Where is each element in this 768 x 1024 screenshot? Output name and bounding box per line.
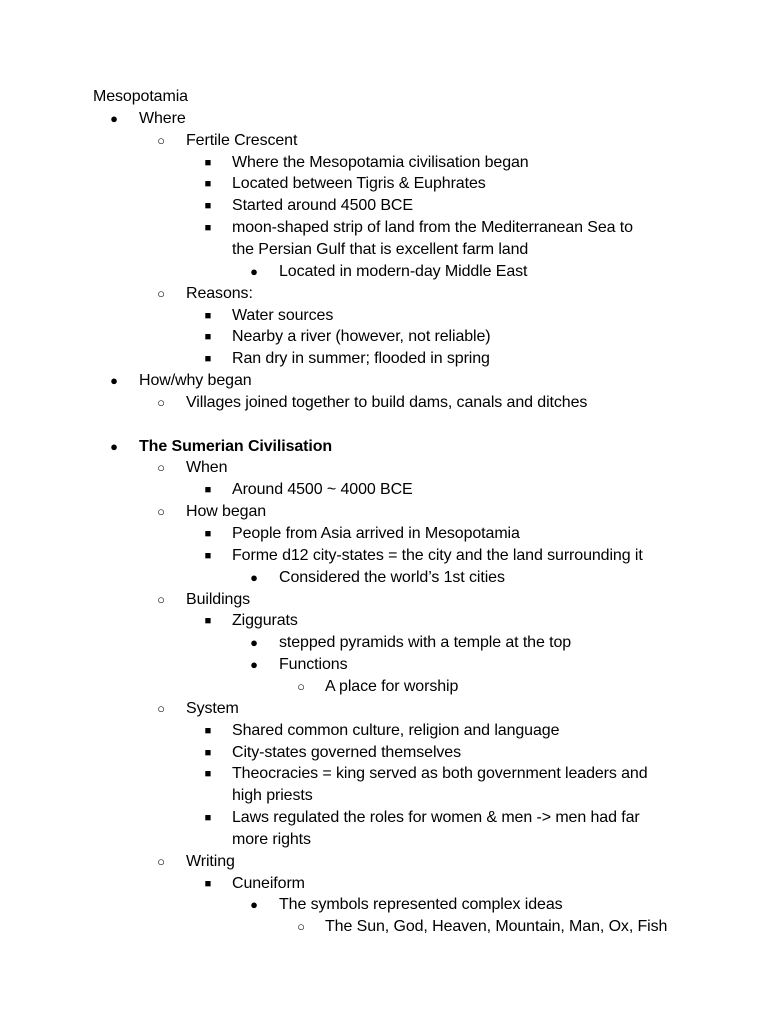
bullet-square-icon: ■	[204, 878, 212, 890]
outline-item-text: When	[186, 459, 228, 476]
bullet-circle-icon: ○	[157, 504, 165, 519]
bullet-square-icon: ■	[204, 615, 212, 627]
bullet-square-icon: ■	[204, 550, 212, 562]
bullet-circle-icon: ○	[157, 592, 165, 607]
outline-item-text: Where	[139, 110, 186, 127]
outline-item-text: Laws regulated the roles for women & men -> men had far	[232, 809, 640, 826]
bullet-disc-icon: ●	[250, 570, 258, 585]
outline-item-text: Ran dry in summer; flooded in spring	[232, 350, 490, 367]
outline-item-text: Around 4500 ~ 4000 BCE	[232, 481, 413, 498]
outline-item-text: The symbols represented complex ideas	[279, 896, 563, 913]
bullet-square-icon: ■	[204, 222, 212, 234]
outline-item-text: high priests	[232, 787, 313, 804]
outline-item-text: Nearby a river (however, not reliable)	[232, 328, 491, 345]
outline-item-text: more rights	[232, 831, 311, 848]
bullet-circle-icon: ○	[157, 701, 165, 716]
bullet-square-icon: ■	[204, 178, 212, 190]
outline-item-text: City-states governed themselves	[232, 744, 462, 761]
outline-item-text: How/why began	[139, 372, 252, 389]
outline-item-text: How began	[186, 503, 267, 520]
bullet-square-icon: ■	[204, 353, 212, 365]
bullet-circle-icon: ○	[297, 679, 305, 694]
outline-item-text: A place for worship	[325, 678, 459, 695]
outline-item-text: Considered the world’s 1st cities	[279, 569, 505, 586]
bullet-square-icon: ■	[204, 310, 212, 322]
bullet-circle-icon: ○	[157, 460, 165, 475]
bullet-square-icon: ■	[204, 725, 212, 737]
bullet-circle-icon: ○	[157, 133, 165, 148]
bullet-circle-icon: ○	[157, 286, 165, 301]
bullet-disc-icon: ●	[250, 264, 258, 279]
outline-item-text: Where the Mesopotamia civilisation began	[232, 154, 529, 171]
outline-item-text: System	[186, 700, 239, 717]
outline-item-text: Ziggurats	[232, 612, 298, 629]
outline-item-text: People from Asia arrived in Mesopotamia	[232, 525, 520, 542]
outline-item-text: Villages joined together to build dams, canals and ditches	[186, 394, 588, 411]
outline-item-text: Shared common culture, religion and language	[232, 722, 560, 739]
bullet-square-icon: ■	[204, 747, 212, 759]
bullet-square-icon: ■	[204, 200, 212, 212]
bullet-square-icon: ■	[204, 812, 212, 824]
outline-item-text: Located in modern-day Middle East	[279, 263, 528, 280]
outline-item-text: Writing	[186, 853, 235, 870]
bullet-square-icon: ■	[204, 331, 212, 343]
bullet-disc-icon: ●	[110, 111, 118, 126]
outline-item-text: Functions	[279, 656, 348, 673]
outline-item-text: Forme d12 city-states = the city and the land surrounding it	[232, 547, 643, 564]
outline-item-text: Fertile Crescent	[186, 132, 298, 149]
bullet-disc-icon: ●	[250, 897, 258, 912]
outline-item-text: stepped pyramids with a temple at the top	[279, 634, 572, 651]
bullet-square-icon: ■	[204, 484, 212, 496]
outline-item-text: Theocracies = king served as both government leaders and	[232, 765, 648, 782]
bullet-disc-icon: ●	[250, 635, 258, 650]
bullet-circle-icon: ○	[157, 854, 165, 869]
outline-item-text: moon-shaped strip of land from the Mediterranean Sea to	[232, 219, 633, 236]
outline-item-text: Water sources	[232, 307, 334, 324]
outline-item-text: The Sumerian Civilisation	[139, 438, 333, 455]
outline-item-text: Cuneiform	[232, 875, 305, 892]
outline-item-text: Started around 4500 BCE	[232, 197, 413, 214]
outline-item-text: Buildings	[186, 591, 251, 608]
outline-item-text: Located between Tigris & Euphrates	[232, 175, 486, 192]
bullet-circle-icon: ○	[157, 395, 165, 410]
bullet-square-icon: ■	[204, 157, 212, 169]
bullet-square-icon: ■	[204, 768, 212, 780]
bullet-disc-icon: ●	[250, 657, 258, 672]
bullet-circle-icon: ○	[297, 919, 305, 934]
outline-item-text: Reasons:	[186, 285, 253, 302]
outline-item-text: the Persian Gulf that is excellent farm land	[232, 241, 529, 258]
document-title: Mesopotamia	[93, 88, 188, 105]
outline-item-text: The Sun, God, Heaven, Mountain, Man, Ox, Fish	[325, 918, 668, 935]
bullet-disc-icon: ●	[110, 373, 118, 388]
bullet-square-icon: ■	[204, 528, 212, 540]
bullet-disc-icon: ●	[110, 439, 118, 454]
